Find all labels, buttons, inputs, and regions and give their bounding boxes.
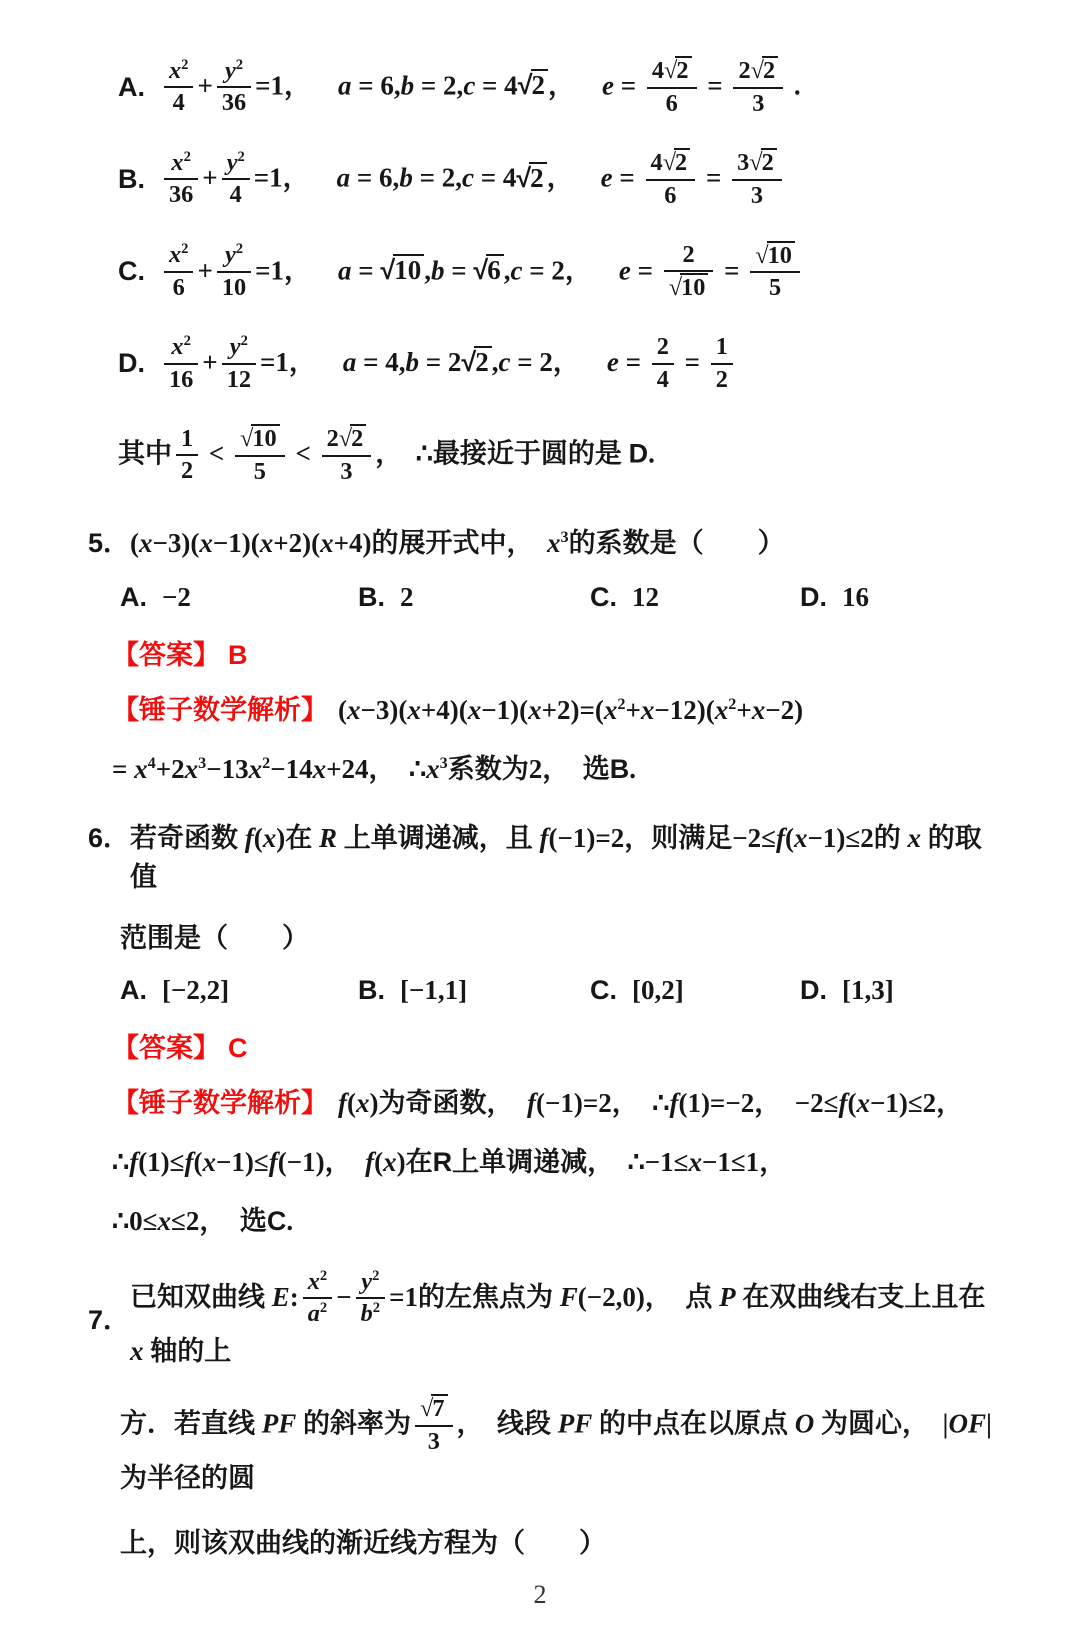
q7-stem-line2: 方．若直线 PF 的斜率为 $\frac{√7}{3}$ ， 线段 PF 的中点在以原点 O 为圆心， |OF|为半径的圆 — [120, 1394, 992, 1494]
option-label: D. — [800, 581, 827, 612]
question-text: 若奇函数 f(x)在 R 上单调递减，且 f(−1)=2，则满足−2≤f(x−1)≤2的 x 的取值 — [130, 822, 982, 892]
option-value: [1,3] — [842, 974, 894, 1005]
option-label: B. — [118, 163, 145, 194]
option-item-b — [358, 975, 590, 1006]
option-label: D. — [118, 348, 145, 379]
analysis-formula: $(x-3)(x+4)(x-1)(x+2)=(x^2+x-12)(x^2+x-2)$ — [338, 694, 804, 725]
q5-analysis-line1 — [112, 688, 992, 727]
question-5 — [88, 521, 992, 786]
option-label: A. — [118, 71, 145, 102]
option-value: [−1,1] — [400, 974, 468, 1005]
option-formula: $\frac{x^2}{16}$ + $\frac{y^2}{12}$ =1， a = 4,b = 2√2 ,c = 2， e = $\frac{2}{4}$ = $\frac{1}{2}$ — [160, 333, 992, 394]
answer-marker: 【答案】 — [112, 639, 220, 670]
question-number: 7． — [88, 1305, 131, 1336]
q6-stem-line2: 范围是（ ） — [120, 922, 309, 953]
option-value: 2 — [400, 581, 414, 612]
option-formula: $\frac{x^2}{6}$ + $\frac{y^2}{10}$ =1， a = √10 ,b = √6 ,c = 2， e = $\frac{2}{√10}$ = $\frac{√10}{5}$ — [160, 241, 992, 303]
option-item-b — [358, 582, 590, 613]
analysis-marker: 【锤子数学解析】 — [112, 694, 328, 725]
option-value: [0,2] — [632, 974, 684, 1005]
answer-letter: C — [228, 1032, 248, 1063]
question-6 — [88, 816, 992, 1238]
option-formula: $\frac{x^2}{36}$ + $\frac{y^2}{4}$ =1， a = 6,b = 2,c = 4√2 ， e = $\frac{4√2}{6}$ = $\frac{3√2}{3}$ — [160, 148, 992, 210]
option-label: C. — [590, 974, 617, 1005]
option-item-a — [120, 582, 358, 613]
q6-answer — [112, 1026, 992, 1065]
q4-option-d — [118, 333, 992, 394]
question-number: 6． — [88, 822, 131, 853]
option-value: [−2,2] — [162, 974, 230, 1005]
q6-stem-line1 — [88, 816, 992, 894]
q6-options — [120, 975, 992, 1006]
question-text: (x−3)(x−1)(x+2)(x+4)的展开式中， $x^3$的系数是（ ） — [130, 527, 785, 558]
question-text: 已知双曲线 E: $\frac{x^2}{a^2}$ − $\frac{y^2}{b^2}$ =1的左焦点为 F(−2,0)， 点 P 在双曲线右支上且在 x 轴的上 — [130, 1267, 986, 1366]
option-label: C. — [590, 581, 617, 612]
option-item-c — [590, 975, 800, 1006]
analysis-marker: 【锤子数学解析】 — [112, 1087, 328, 1118]
q4-option-b — [118, 148, 992, 210]
q6-analysis-line1 — [112, 1081, 992, 1120]
q4-conclusion: 其中 $\frac{1}{2}$ < $\frac{√10}{5}$ < $\frac{2√2}{3}$ ， ∴最接近于圆的是 D. — [118, 424, 655, 485]
option-label: B. — [358, 974, 385, 1005]
question-number: 5． — [88, 527, 131, 558]
q4-option-a — [118, 56, 992, 118]
option-item-d — [800, 975, 992, 1006]
q5-options — [120, 582, 992, 613]
option-formula: $\frac{x^2}{4}$ + $\frac{y^2}{36}$ =1， a = 6,b = 2,c = 4√2 ， e = $\frac{4√2}{6}$ = $\frac{2√2}{3}$ . — [160, 56, 992, 118]
option-value: 12 — [632, 581, 659, 612]
q7-stem-line1 — [88, 1268, 992, 1368]
option-label: D. — [800, 974, 827, 1005]
q5-answer — [112, 633, 992, 672]
question-7 — [88, 1268, 992, 1561]
q6-analysis-line3: ∴0≤x≤2， 选C. — [112, 1205, 294, 1236]
q7-stem-line3: 上，则该双曲线的渐近线方程为（ ） — [120, 1528, 606, 1559]
option-value: −2 — [162, 581, 191, 612]
q6-analysis-line2: ∴f(1)≤f(x−1)≤f(−1)， f(x)在R上单调递减， ∴−1≤x−1≤1， — [112, 1146, 787, 1177]
option-label: A. — [120, 581, 147, 612]
q4-option-c — [118, 241, 992, 303]
option-label: C. — [118, 256, 145, 287]
option-item-c — [590, 582, 800, 613]
q4-option-analysis — [88, 56, 992, 487]
option-item-a — [120, 975, 358, 1006]
answer-letter: B — [228, 639, 248, 670]
analysis-formula: f(x)为奇函数， f(−1)=2， ∴f(1)=−2， −2≤f(x−1)≤2， — [338, 1087, 964, 1118]
answer-marker: 【答案】 — [112, 1032, 220, 1063]
q5-stem — [88, 521, 992, 560]
option-label: B. — [358, 581, 385, 612]
option-item-d — [800, 582, 992, 613]
q5-analysis-line2: = $x^4+2x^3-13x^2-14x+24$， $\therefore x^3$系数为2， 选B. — [112, 753, 637, 784]
option-label: A. — [120, 974, 147, 1005]
option-value: 16 — [842, 581, 869, 612]
page-number: 2 — [533, 1580, 547, 1610]
